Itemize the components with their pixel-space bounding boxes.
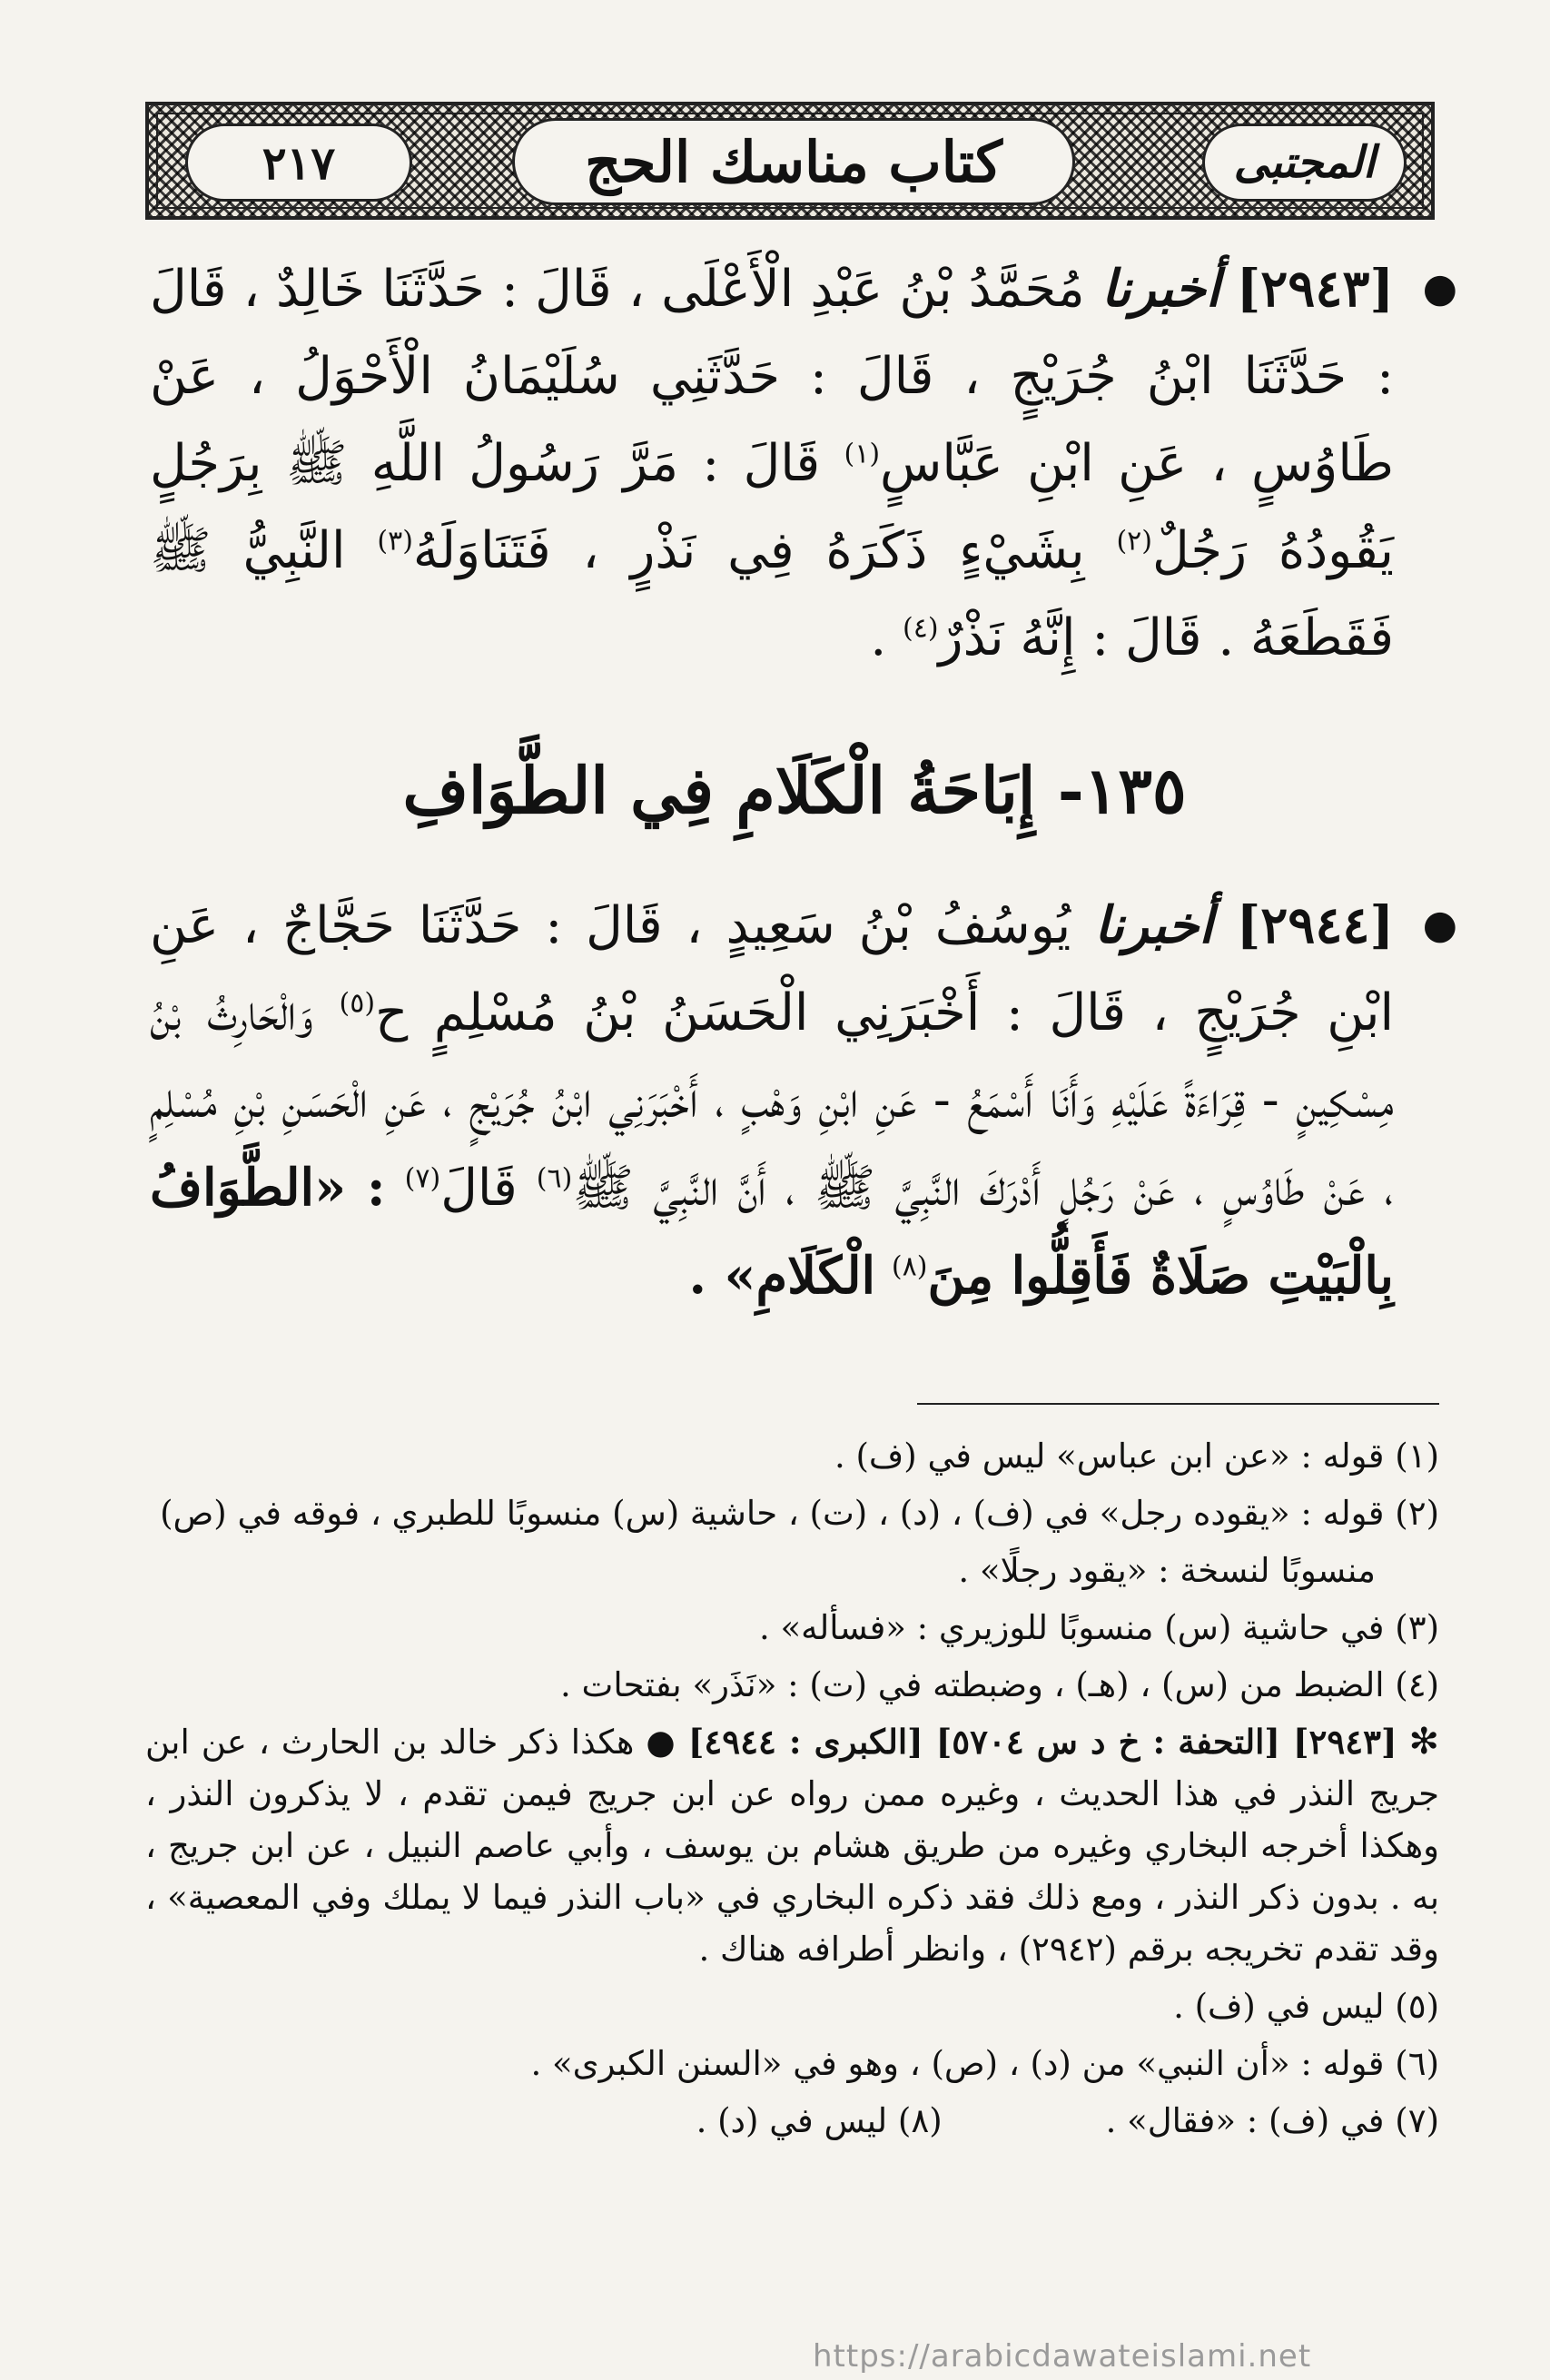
book-title: كتاب مناسك الحج — [512, 118, 1075, 205]
footnote-ref[interactable]: (٦) — [536, 1162, 573, 1195]
chapter-title: ١٣٥- إِبَاحَةُ الْكَلَامِ فِي الطَّوَافِ — [402, 753, 1187, 828]
page-header — [145, 102, 1435, 220]
hadith-text: وَالْحَارِثُ بْنُ مِسْكِينٍ - قِرَاءَةً عَلَيْهِ وَأَنَا أَسْمَعُ - عَنِ ابْنِ وَهْبٍ ، أَخْبَرَنِي ابْنُ جُرَيْجٍ ، عَنِ الْحَسَنِ بْنِ مُسْلِمٍ ، عَنْ طَاوُسٍ ، عَنْ رَجُلٍ أَدْرَكَ النَّبِيَّ ﷺ ، أَنَّ النَّبِيَّ ﷺ — [150, 983, 1394, 1218]
hadith-text: مُحَمَّدُ بْنُ عَبْدِ الْأَعْلَى ، قَالَ : حَدَّثَنَا خَالِدٌ ، قَالَ : حَدَّثَنَا ابْنُ جُرَيْجٍ ، قَالَ : حَدَّثَنِي سُلَيْمَانُ الْأَحْوَلُ ، عَنْ طَاوُسٍ ، عَنِ ابْنِ عَبَّاسٍ — [150, 260, 1394, 493]
hadith-2944 — [150, 882, 1457, 1320]
footnote-divider — [917, 1403, 1439, 1405]
hadith-number: [٢٩٤٣] — [1236, 259, 1394, 319]
footnote-ref[interactable]: (٤) — [902, 612, 939, 645]
hadith-number: [٢٩٤٤] — [1236, 895, 1394, 955]
akhbarana: أخبرنا — [1094, 895, 1213, 955]
footnote-ref[interactable]: (٢) — [1116, 525, 1152, 558]
footnote-ref[interactable]: (٥) — [339, 987, 376, 1020]
page-number: ٢١٧ — [185, 123, 412, 202]
takhrij-note — [145, 1716, 1439, 1975]
hadith-text: بِشَيْءٍ ذَكَرَهُ فِي نَذْرٍ ، فَتَنَاوَلَهُ — [412, 521, 1085, 580]
brand-logo: المجتبى — [1202, 123, 1407, 202]
hadith-2943 — [150, 245, 1457, 682]
footnote-3: (٣) في حاشية (س) منسوبًا للوزيري : «فسأله» . — [759, 1608, 1439, 1647]
footnote-ref[interactable]: (٣) — [377, 525, 413, 558]
hadith-matn: الْكَلَامِ» . — [688, 1246, 876, 1306]
footnote-7: (٧) في (ف) : «فقال» . — [1105, 2101, 1439, 2140]
watermark-url: https://arabicdawateislami.net — [813, 2338, 1312, 2375]
main-text — [150, 245, 1457, 1329]
akhbarana: أخبرنا — [1101, 259, 1220, 319]
bullet-icon: ● — [1422, 902, 1457, 948]
hadith-text: قَالَ — [440, 1159, 518, 1218]
hadith-text: يُوسُفُ بْنُ سَعِيدٍ ، قَالَ : حَدَّثَنَا حَجَّاجٌ ، عَنِ ابْنِ جُرَيْجٍ ، قَالَ : أَخْبَرَنِي الْحَسَنُ بْنُ مُسْلِمٍ ح — [150, 896, 1394, 1042]
footnote-5: (٥) ليس في (ف) . — [1173, 1987, 1439, 2026]
takhrij-text: ● هكذا ذكر خالد بن الحارث ، عن ابن جريج النذر في هذا الحديث ، وغيره ممن رواه عن ابن جريج فيمن تقدم ، لا يذكرون النذر ، وهكذا أخرجه البخاري وغيره من طريق هشام بن يوسف ، وأبي عاصم النبيل ، عن ابن جريج ، به . بدون ذكر النذر ، ومع ذلك فقد ذكره البخاري في «باب النذر فيما لا يملك وفي المعصية» ، وقد تقدم تخريجه برقم (٢٩٤٢) ، وانظر أطرافه هناك . — [145, 1723, 1439, 1969]
footnote-ref[interactable]: (٨) — [891, 1250, 928, 1283]
footnote-6: (٦) قوله : «أن النبي» من (د) ، (ص) ، وهو في «السنن الكبرى» . — [530, 2044, 1439, 2083]
footnote-1: (١) قوله : «عن ابن عباس» ليس في (ف) . — [834, 1437, 1439, 1476]
hadith-text: النَّبِيُّ ﷺ فَقَطَعَهُ . قَالَ : إِنَّهُ نَذْرٌ — [150, 521, 1394, 667]
footnote-ref[interactable]: (٧) — [404, 1162, 441, 1195]
footnote-2: (٢) قوله : «يقوده رجل» في (ف) ، (د) ، (ت) ، حاشية (س) منسوبًا للطبري ، فوقه في (ص) — [160, 1494, 1439, 1533]
asterisk-icon: ✻ — [1408, 1721, 1439, 1763]
hadith-matn: : «الطَّوَافُ بِالْبَيْتِ صَلَاةٌ فَأَقِلُّوا مِنَ — [150, 1158, 1394, 1306]
takhrij-refs: [٢٩٤٣] [التحفة : خ د س ٥٧٠٤] [الكبرى : ٤٩٤٤] — [687, 1722, 1397, 1762]
footnote-8: (٨) ليس في (د) . — [696, 2101, 943, 2140]
footnote-row-7-8 — [145, 2095, 1439, 2147]
footnote-2-continued: منسوبًا لنسخة : «يقود رجلًا» . — [958, 1551, 1376, 1590]
footnote-4: (٤) الضبط من (س) ، (هـ) ، وضبطته في (ت) : «نَذَر» بفتحات . — [560, 1665, 1439, 1704]
bullet-icon: ● — [1422, 265, 1457, 311]
hadith-text: قَالَ : مَرَّ رَسُولُ اللَّهِ ﷺ بِرَجُلٍ يَقُودُهُ رَجُلٌ — [150, 434, 1394, 580]
footnotes — [145, 1430, 1439, 2152]
hadith-text: . — [870, 608, 887, 667]
footnote-ref[interactable]: (١) — [844, 438, 881, 470]
